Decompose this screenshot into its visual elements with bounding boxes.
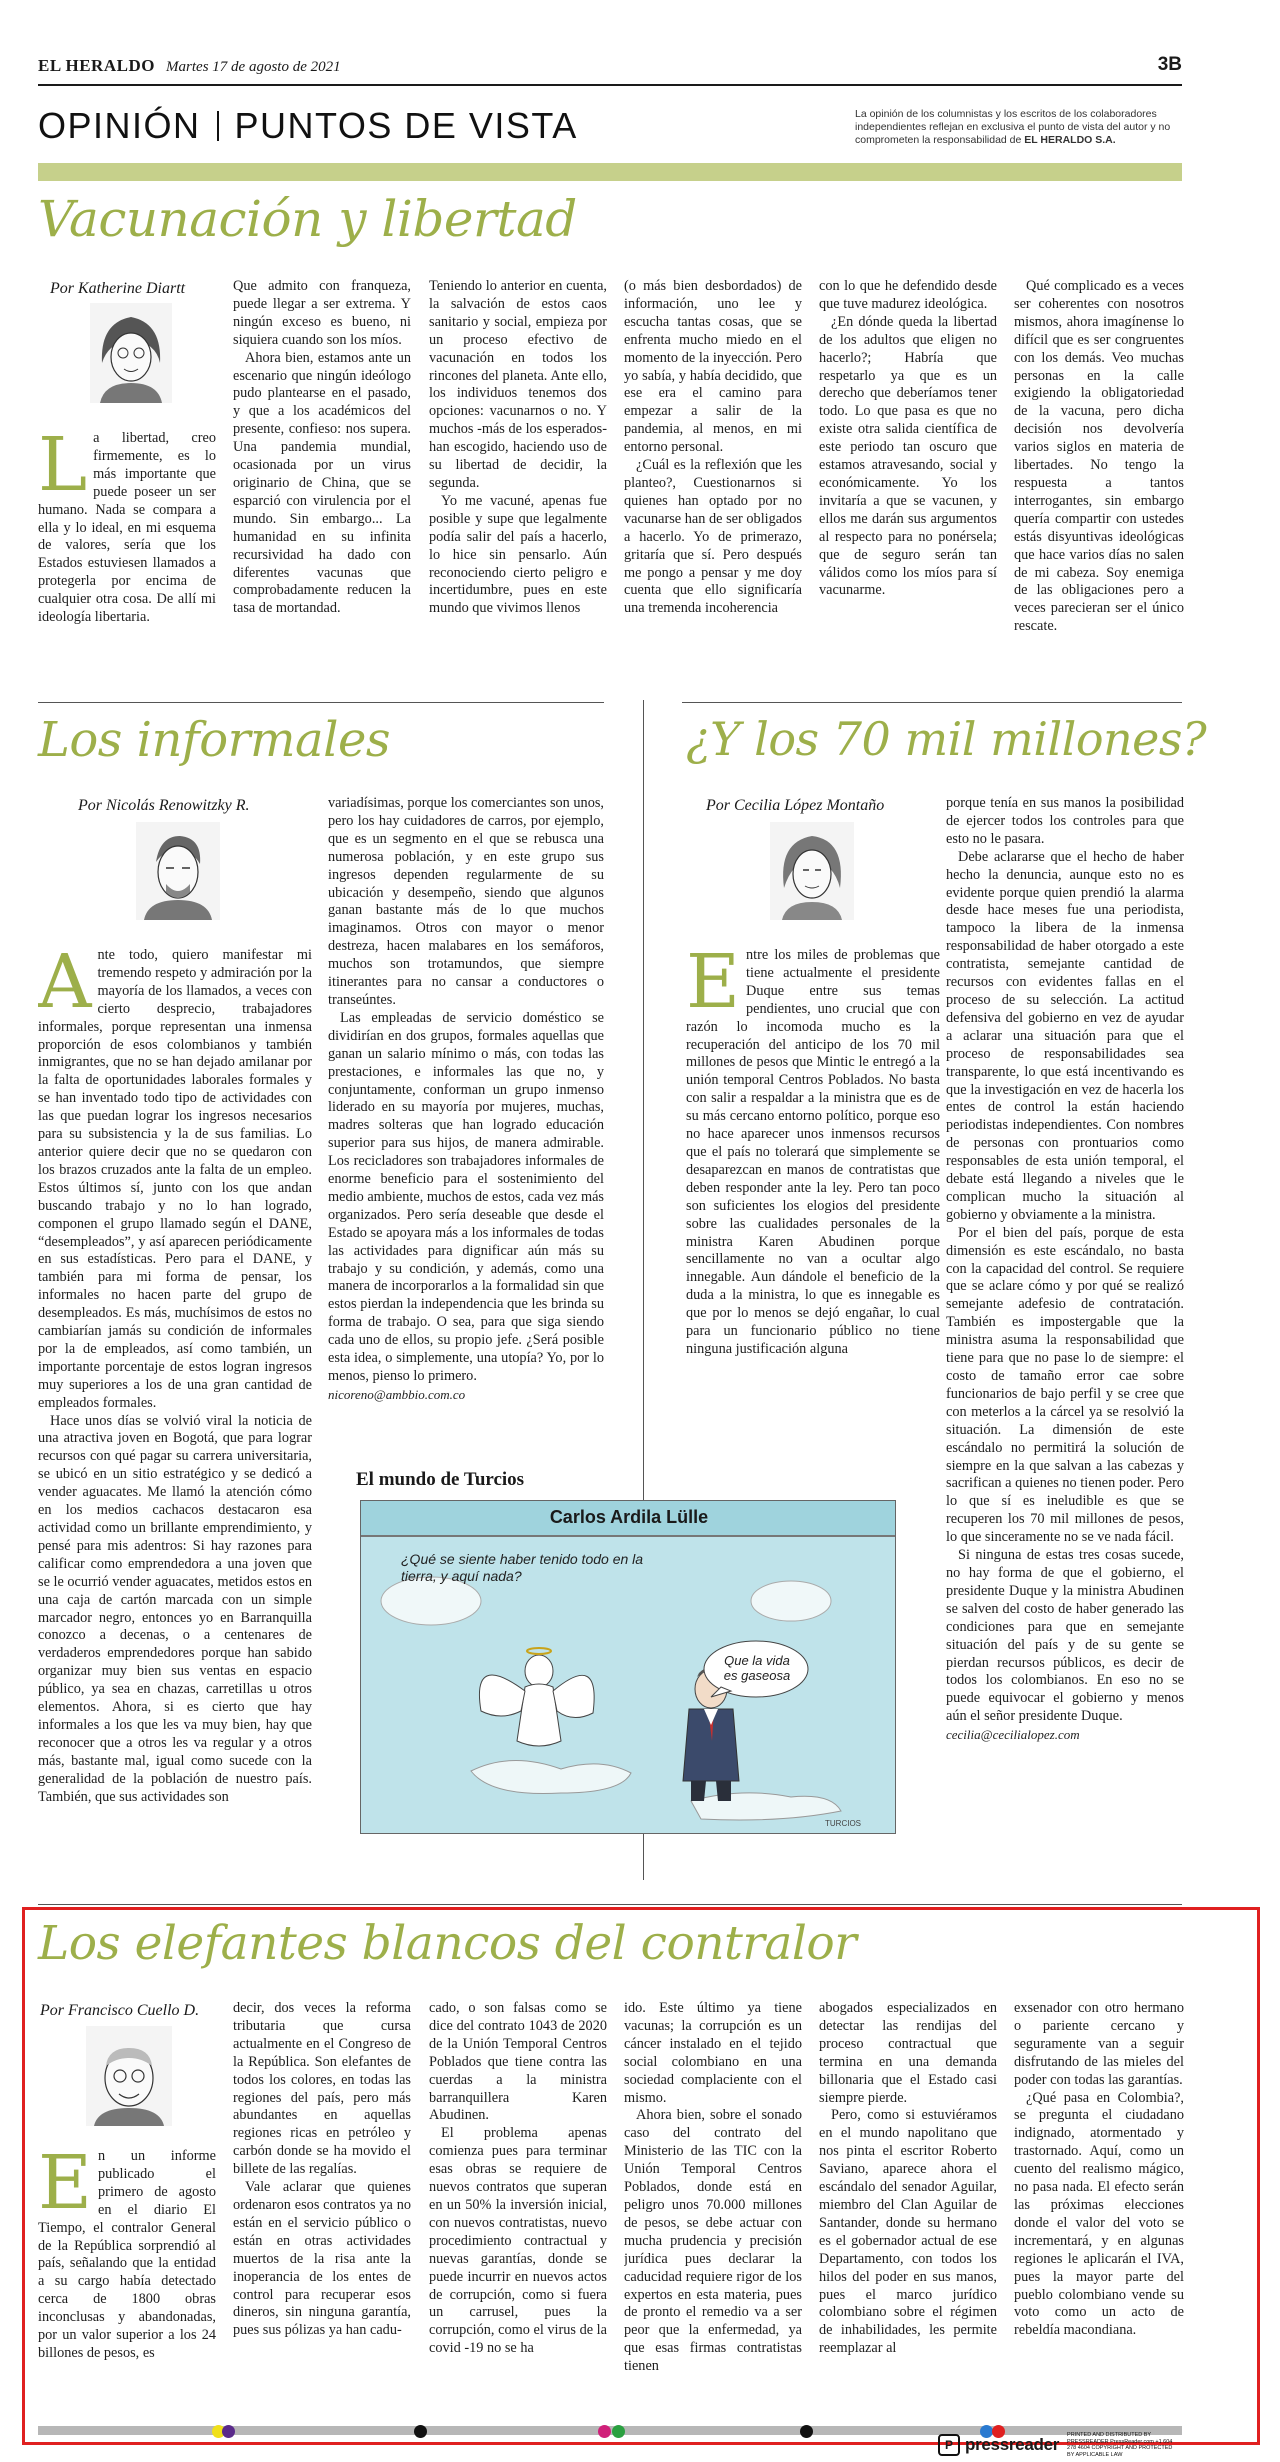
paragraph: Ahora bien, sobre el sonado caso del contrato del Ministerio de las TIC con la Unión Temporal Centros Poblados, donde está en peligro unos 70.000 millones de pesos, se debe actuar con mucha prudencia y precisión jurídica pues declarar la caducidad requiere rigor de los expertos en esta materia, pues de pronto el remedio va a ser peor que la enfermedad, ya que esas firmas contratistas tienen [624,2107,802,2375]
paragraph: Hace unos días se volvió viral la noticia de una atractiva joven en Bogotá, que para lograr recursos con qué pagar su carrera universitaria, se ubicó en un sitio estratégico y se dedicó a vender aguacates. Me llamó la atención cómo en los medios cachacos destacaron esa actividad como un brillante emprendimiento, y pensé para mis adentros: Si hay razones para calificar como emprendedora a una joven que se le ocurrió vender aguacates, metidos estos en una caja de cartón marcada con un simple marcador negro, entonces yo en Barranquilla conozco a decenas, o a centenares de verdaderos emprendedores porque han sabido organizar muy bien sus ventas en espacio público, ya sea en chazas, carretillas u otros elementos. Ahora, si es cierto que hay informales a los que les va muy bien, hay que reconocer que a otros les va regular y a otros más, bastante mal, igual como sucede con la generalidad de la población de nuestro país. También, que sus actividades son [38,1412,312,1805]
article-byline: Por Cecilia López Montaño [706,797,885,814]
paragraph: exsenador con otro hermano o pariente cercano y seguramente van a seguir disfrutando de las mieles del poder con todas las garantías. [1014,2000,1184,2088]
paragraph: Qué complicado es a veces ser coherentes con nosotros mismos, ahora imagínense lo difícil que es ser congruentes con los demás. Veo muchas personas en la calle exigiendo la obligatoriedad de la vacuna, pero dicha decisión nos devolvería varios siglos en materia de libertades. No tengo la respuesta a tantos interrogantes, sin embargo quería compartir con ustedes estás disyuntivas ideológicas que hace varios días no salen de mi cabeza. Soy enemiga de las obligaciones pero a veces parecieran ser el único rescate. [1014,278,1184,635]
registration-mark-green [612,2425,625,2438]
author-email: nicoreno@ambbio.com.co [328,1386,466,1402]
article-title: Los elefantes blancos del contralor [38,1916,857,1971]
author-sketch-icon [90,303,172,403]
article-column [233,278,411,698]
registration-mark-purple [222,2425,235,2438]
paragraph: ¿Cuál es la reflexión que les planteo?, Cuestionarnos si quienes han optado por no vacunarse han de ser obligados a hacerlo. Yo de primerazo, gritaría que sí. Pero después me pongo a pensar y me doy cuenta que ello significaría una tremenda incoherencia [624,457,802,617]
cartoon-banner: Carlos Ardila Lülle [549,1507,709,1527]
paragraph: ¿En dónde queda la libertad de los adultos que eligen no hacerlo?; Habría que respetarlo ya que es un derecho que deberíamos tener todo. Lo que pasa es que no existe otra salida científica de este periodo tan oscuro que estamos atravesando, social y económicamente. Yo los invitaría a que se vacunen, y ellos me darán sus argumentos al respecto para no ponérsela; que de seguro serán tan válidos como los míos para sí vacunarme. [819,313,997,599]
paragraph: ntre los miles de problemas que tiene actualmente el presidente Duque entre sus temas pendientes, uno crucial que con razón lo incomoda mucho es la recuperación del anticipo de los 70 mil millones de pesos que Mintic le entregó a la unión temporal Centros Poblados. No basta con salir a respaldar a la ministra que es de su más cercano entorno político, porque eso no hace aparecer unos inmensos recursos que el país no tolerará que simplemente se desaparezcan en manos de contratistas que deben responder ante la ley. Pero tan poco son suficientes los elogios del presidente sobre las cualidades personales de la ministra Karen Abudinen porque sencillamente no van a ocultar algo innegable. Aun dándole el beneficio de la duda a la ministra, lo que es innegable es que por lo menos se dejó engañar, lo cual para un funcionario público no tiene ninguna justificación alguna [686,947,940,1357]
paragraph: a libertad, creo firmemente, es lo más importante que puede poseer un ser humano. Nada se compara a ella y lo ideal, en mi esquema de valores, sería que los Estados estuviesen llamados a protegerla por encima de cualquier otra cosa. De allí mi ideología libertaria. [38,430,216,626]
article-column [1014,278,1184,698]
author-portrait [86,2026,172,2126]
author-sketch-icon [136,822,220,920]
article-byline: Por Katherine Diartt [50,280,186,297]
article-column [946,795,1184,1855]
cartoon-speech-right: Que la vida es gaseosa [723,1653,791,1683]
article-column [1014,2000,1184,2420]
paragraph: Debe aclararse que el hecho de haber hecho la denuncia, aunque esto no es evidente porque quien prendió la alarma desde hace meses fue una periodista, tampoco la libera de la inmensa responsabilidad de haber otorgado a este contratista, semejante cantidad de recursos con evidentes fallas en el proceso de su selección. La actitud defensiva del gobierno en vez de ayudar a aclarar una situación para que el proceso de responsabilidades sea transparente, lo que está incentivando es que la investigación en vez de hacerla los entes de control la están haciendo periodistas independientes. Con nombres de personas con prontuarios como responsables de esta unión temporal, el debate está llegando a niveles que le complican mucho la situación al gobierno y obviamente a la ministra. [946,848,1184,1223]
pressreader-logo [938,2431,1186,2459]
pressreader-badge-icon: P [938,2434,960,2456]
author-portrait [770,822,854,920]
divider [38,702,604,703]
paragraph: Si ninguna de estas tres cosas sucede, no hay forma de que el gobierno, el presidente Duque y la ministra Abudinen se salven del costo de haber generado las condiciones para que en semejante situación del país y de su gente se pierdan recursos públicos, es decir de todos los colombianos. En eso no se puede equivocar el gobierno y menos aún el señor presidente Duque. [946,1547,1184,1725]
paragraph: Las empleadas de servicio doméstico se dividirían en dos grupos, formales aquellas que ganan un salario mínimo o más, con todas las prestaciones, e informales las que no, y conjuntamente, conforman un grupo inmenso liderado en su mayoría por mujeres, muchas, madres solteras que han logrado educación superior para sus hijos, de manera admirable. Los recicladores son trabajadores informales de enorme beneficio para el sostenimiento del medio ambiente, muchos de estos, cada vez más organizados. Pero sería deseable que desde el Estado se apoyara más a los informales de todas las actividades para dignificar aún más su trabajo y su condición, y además, como una manera de incorporarlos a la formalidad sin que estos pierdan la independencia que les brinda su forma de trabajo. O sea, para que siga siendo cada uno de ellos, su propio jefe. ¿Será posible esta idea, o simplemente, una utopía? Yo, por lo menos, pienso lo primero. [328,1009,604,1384]
article-column [686,947,940,1567]
divider [682,702,1182,703]
paragraph: Vale aclarar que quienes ordenaron esos contratos ya no están en el servicio público o están en otras actividades muertos de la risa ante la inoperancia de los entes de control para recuperar esos dineros, sin ninguna garantía, pues sus pólizas ya han cadu- [233,2179,411,2339]
paragraph: decir, dos veces la reforma tributaria que cursa actualmente en el Congreso de la República. Son elefantes de todos los colores, en todas las regiones del país, pero más abundantes en aquellas regiones ricas en petróleo y carbón donde se ha movido el billete de las regalías. [233,2000,411,2178]
article-title: ¿Y los 70 mil millones? [686,712,1207,766]
pressreader-name: pressreader [965,2435,1060,2454]
masthead [38,56,1182,80]
section-divider [217,111,219,141]
disclaimer-company: EL HERALDO S.A. [1024,134,1116,146]
paragraph: Teniendo lo anterior en cuenta, la salvación de estos caos sanitario y social, empieza por un proceso efectivo de vacunación en todos los rincones del planeta. Ante ello, los individuos tenemos dos opciones: vacunarnos o no. Y muchos -más de los esperados- han escogido, haciendo uso de su libertad de decidir, la segunda. [429,278,607,491]
article-column [819,278,997,698]
disclaimer-text: La opinión de los columnistas y los escritos de los colaboradores independientes reflejan en exclusiva el punto de vista del autor y no comprometen la responsabilidad de [855,108,1171,146]
page-number: 3B [1157,54,1182,75]
article-column [819,2000,997,2420]
author-sketch-icon [86,2026,172,2126]
registration-mark-black [800,2425,813,2438]
cartoon-speech-left: ¿Qué se siente haber tenido todo en la tierra, y aquí nada? [401,1551,644,1584]
pressreader-credit: PRINTED AND DISTRIBUTED BY PRESSREADER PressReader.com +1 604 278 4604 COPYRIGHT AND PROTECTED BY APPLICABLE LAW [1067,2432,1173,2458]
newspaper-name: EL HERALDO [38,56,155,75]
drop-cap: E [686,947,741,1025]
registration-mark-magenta [598,2425,611,2438]
section-header [38,104,578,148]
article-column [624,2000,802,2420]
divider [38,1904,1182,1905]
paragraph: El problema apenas comienza pues para terminar esas obras se requiere de nuevos contratos que superan en un 50% la inversión inicial, con nuevos contratistas, nuevo procedimiento contractual y nuevas garantías, donde se puede incurrir en nuevos actos de corrupción, como si fuera un carrusel, pues la corrupción, como el virus de la covid -19 no se ha [429,2125,607,2357]
section-name: OPINIÓN [38,105,201,146]
registration-mark-black [414,2425,427,2438]
article-title: Vacunación y libertad [38,190,577,248]
cartoon-signature: TURCIOS [825,1819,861,1828]
article-title: Los informales [38,712,391,768]
cartoon-section-title: El mundo de Turcios [356,1469,525,1490]
issue-date: Martes 17 de agosto de 2021 [166,59,341,75]
article-column [233,2000,411,2420]
paragraph: ¿Qué pasa en Colombia?, se pregunta el ciudadano indignado, atormentado y trastornado. Aquí, como un cuento del realismo mágico, no pasa nada. El efecto serán las próximas elecciones donde el valor del voto se incrementará, y en algunas regiones le aplicarán el IVA, pues la mayor parte del pueblo colombiano vende su voto como un acto de rebeldía macondiana. [1014,2089,1184,2339]
paragraph: Yo me vacuné, apenas fue posible y supe que legalmente podía salir del país a hacerlo, lo hice sin pensarlo. Aún reconociendo cierto peligro e incertidumbre, pues en este mundo que vivimos llenos [429,492,607,617]
paragraph: porque tenía en sus manos la posibilidad de ejercer todos los controles para que esto no le pasara. [946,795,1184,847]
article-byline: Por Nicolás Renowitzky R. [78,797,250,814]
section-accent-bar [38,163,1182,181]
masthead-rule [38,84,1182,86]
author-portrait [90,303,172,403]
editorial-disclaimer [855,108,1185,147]
paragraph: Pero, como si estuviéramos en el mundo napolitano que nos pinta el escritor Roberto Saviano, aparece ahora el escándalo del senador Aguilar, miembro del Clan Aguilar de Santander, donde su hermano es el gobernador actual de ese Departamento, con todos los hilos del poder en sus manos, pues el marco jurídico colombiano sobre el régimen de inhabilidades, les permite reemplazar al [819,2107,997,2357]
author-email: cecilia@cecilialopez.com [946,1727,1080,1743]
paragraph: con lo que he defendido desde que tuve madurez ideológica. [819,278,997,312]
article-column [38,2148,216,2420]
drop-cap: E [38,2148,93,2226]
paragraph: abogados especializados en detectar las rendijas del proceso contractual que termina en una demanda billonaria que el Estado casi siempre pierde. [819,2000,997,2106]
author-sketch-icon [770,822,854,920]
author-portrait [136,822,220,920]
article-column [38,430,216,700]
paragraph: ido. Este último ya tiene vacunas; la corrupción es un cáncer instalado en el tejido social colombiano en una sociedad complaciente con el mismo. [624,2000,802,2106]
paragraph: Que admito con franqueza, puede llegar a ser extrema. Y ningún exceso es bueno, ni siquiera cuando son los míos. [233,278,411,348]
paragraph: (o más bien desbordados) de información, uno lee y escucha tantas cosas, que se enfrenta mucho miedo en el momento de la inyección. Pero yo sabía, y había decidido, que ese era el camino para empezar a salir de la pandemia, al menos, en mi entorno personal. [624,278,802,456]
article-byline: Por Francisco Cuello D. [40,2002,200,2019]
drop-cap: A [38,947,92,1025]
section-subname: PUNTOS DE VISTA [234,105,578,146]
paragraph: nte todo, quiero manifestar mi tremendo respeto y admiración por la mayoría de los llamados, a veces con cierto desprecio, trabajadores informales, porque representan una inmensa proporción de esos colombianos y también inmigrantes, que no se han dejado amilanar por la falta de oportunidades laborales formales y se han inventado todo tipo de actividades con las que puedan lograr los ingresos necesarios para su subsistencia y la de sus familias. Lo anterior quiere decir que no se quedaron con los brazos cruzados ante la falta de un empleo. Estos últimos sí, junto con los que andan buscando trabajo y no lo han logrado, componen el grupo llamado según el DANE, “desempleados”, y así aparecen periódicamente en sus estadísticas. Pero para el DANE, y también para mi forma de pensar, los informales no hacen parte del grupo de desempleados. Es más, muchísimos de estos no cambiarían jamás su condición de informales por la de empleados, así como también, un importante porcentaje de estos logran ingresos muy superiores a los de una gran cantidad de empleados formales. [38,947,312,1411]
paragraph: cado, o son falsas como se dice del contrato 1043 de 2020 de la Unión Temporal Centros Poblados que tiene contra las cuerdas a la ministra barranquillera Karen Abudinen. [429,2000,607,2124]
article-column [429,2000,607,2420]
paragraph: Por el bien del país, porque de esta dimensión es este escándalo, no basta con la capacidad del control. Se requiere que se aclare cómo y por qué se realizó semejante adefesio de contratación. También es impostergable que la ministra asuma la responsabilidad que tiene para que no pase lo de siempre: el costo de tamaño error cae sobre funcionarios de bajo perfil y se cree que con meterlos a la cárcel ya se resolvió la situación. La dimensión de este escándalo no permitirá la solución de siempre en la que salvan a las cabezas y sacrifican a quienes no tienen poder. Pero lo que sí es ineludible es que se recuperen los 70 mil millones de pesos, lo que sinceramente no se ve nada fácil. [946,1224,1184,1546]
drop-cap: L [38,430,88,508]
article-column [624,278,802,698]
paragraph: n un informe publicado el primero de agosto en el diario El Tiempo, el contralor General de la República sorprendió al país, señalando que la entidad a su cargo había detectado cerca de 1800 obras inconclusas y abandonadas, por un valor superior a los 24 billones de pesos, es [38,2148,216,2361]
article-column [38,947,312,1855]
paragraph: variadísimas, porque los comerciantes son unos, pero los hay cuidadores de carros, por ejemplo, que es un segmento en el que se rebusca una numerosa población, y en este grupo sus ingresos dependen regularmente de su ubicación y desempeño, siendo que algunos ganan bastante más de lo que muchos imaginamos. Otros con mayor o menor destreza, hacen malabares en los semáforos, muchos son trotamundos, que siempre itinerantes para no cansar a conductores o transeúntes. [328,795,604,1008]
article-column [429,278,607,698]
paragraph: Ahora bien, estamos ante un escenario que ningún ideólogo pudo plantearse en el pasado, y que a los académicos del presente, confieso: nos supera. Una pandemia mundial, ocasionada por un virus originario de China, que se esparció con virulencia por el mundo. Sin embargo... La humanidad en su infinita recursividad ha dado con diferentes vacunas que comprobadamente reducen la tasa de mortandad. [233,349,411,617]
article-column [328,795,604,1445]
